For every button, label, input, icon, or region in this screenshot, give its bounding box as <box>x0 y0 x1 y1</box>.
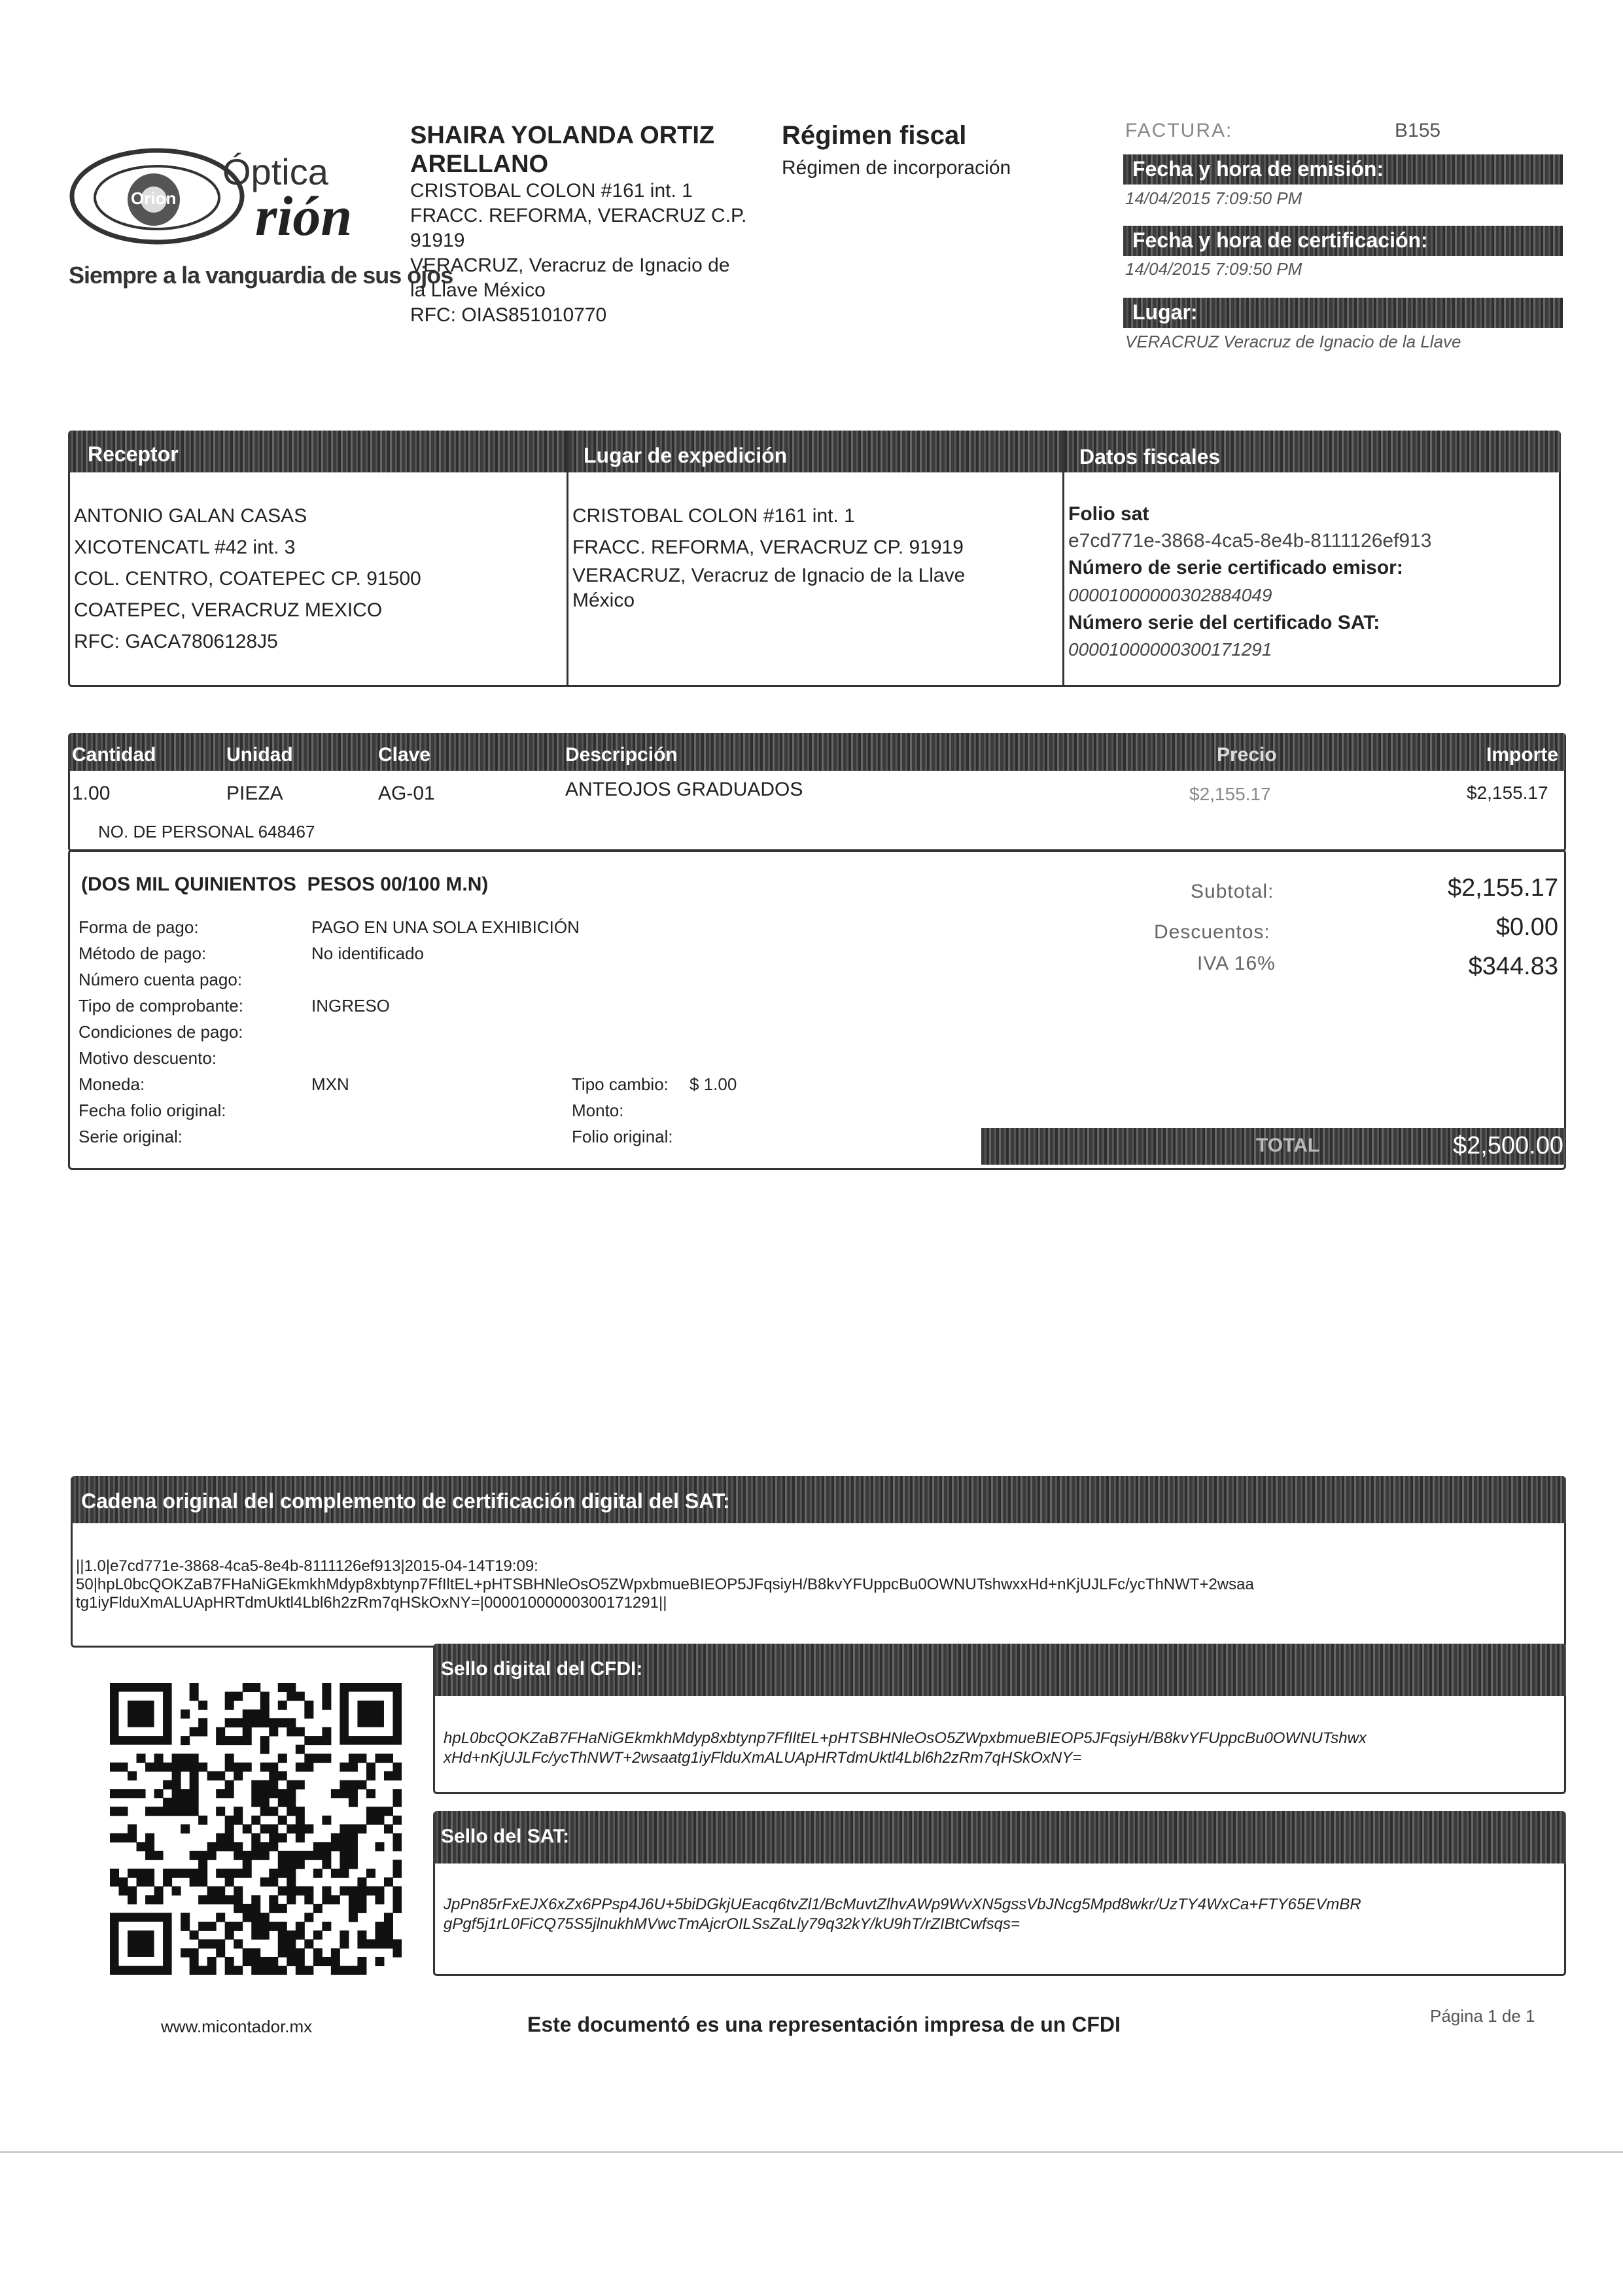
serie-sat-label: Número serie del certificado SAT: <box>1068 612 1380 633</box>
folio-value: e7cd771e-3868-4ca5-8e4b-8111126ef913 <box>1068 530 1432 552</box>
condiciones-pago-label: Condiciones de pago: <box>79 1022 243 1042</box>
certificacion-header <box>1123 226 1563 256</box>
sello-sat-line: gPgf5j1rL0FiCQ75S5jlnukhMVwcTmAjcrOILSsZaLly79q32kY/kU9hT/rZIBtCwfsqs= <box>444 1915 1020 1933</box>
footer-notice: Este documentó es una representación impresa de un CFDI <box>527 2013 1121 2036</box>
receptor-rfc: RFC: GACA7806128J5 <box>74 631 278 652</box>
parties-divider <box>567 431 568 685</box>
issuer-name-line2: ARELLANO <box>410 150 549 178</box>
issuer-name-line1: SHAIRA YOLANDA ORTIZ <box>410 122 715 149</box>
expedicion-address-line: México <box>572 590 635 611</box>
issuer-address-line: 91919 <box>410 230 465 251</box>
expedicion-header: Lugar de expedición <box>584 444 788 467</box>
sello-cfdi-text <box>444 1729 1556 1768</box>
issuer-rfc: RFC: OIAS851010770 <box>410 304 607 326</box>
issuer-address-line: la Llave México <box>410 279 546 301</box>
col-header-importe: Importe <box>1486 744 1559 766</box>
moneda-label: Moneda: <box>79 1074 145 1094</box>
cadena-header: Cadena original del complemento de certificación digital del SAT: <box>81 1489 730 1513</box>
item-descripcion: ANTEOJOS GRADUADOS <box>565 779 803 800</box>
folio-original-label: Folio original: <box>572 1127 673 1146</box>
regimen-value: Régimen de incorporación <box>782 157 1011 179</box>
subtotal-label: Subtotal: <box>1191 881 1274 902</box>
logo-oval-text: Orion <box>131 188 177 208</box>
receptor-address-line: COATEPEC, VERACRUZ MEXICO <box>74 599 383 621</box>
parties-header-bar <box>68 431 1561 472</box>
iva-label: IVA 16% <box>1197 953 1276 974</box>
serie-sat-value: 00001000000300171291 <box>1068 639 1272 660</box>
subtotal-value: $2,155.17 <box>1447 874 1558 902</box>
amount-in-words: (DOS MIL QUINIENTOS PESOS 00/100 M.N) <box>81 874 489 895</box>
serie-emisor-value: 00001000000302884049 <box>1068 585 1272 605</box>
sello-sat-text <box>444 1895 1556 1934</box>
col-header-precio: Precio <box>1217 744 1277 766</box>
logo-brand-bottom: rión <box>255 185 353 247</box>
descuentos-label: Descuentos: <box>1154 921 1270 943</box>
tipo-comprobante-value: INGRESO <box>311 996 390 1016</box>
tipo-comprobante-label: Tipo de comprobante: <box>79 996 243 1016</box>
cadena-text <box>76 1557 1557 1612</box>
item-unidad: PIEZA <box>226 783 283 804</box>
emision-header <box>1123 154 1563 185</box>
qr-code <box>110 1683 402 1975</box>
sello-sat-header-bar <box>433 1811 1566 1863</box>
lugar-header <box>1123 298 1563 328</box>
fecha-folio-label: Fecha folio original: <box>79 1101 226 1120</box>
forma-pago-value: PAGO EN UNA SOLA EXHIBICIÓN <box>311 917 580 937</box>
emision-label: Fecha y hora de emisión: <box>1132 157 1384 181</box>
parties-divider <box>1062 431 1064 685</box>
total-label: TOTAL <box>1256 1135 1320 1156</box>
serie-original-label: Serie original: <box>79 1127 183 1146</box>
iva-value: $344.83 <box>1468 953 1558 980</box>
item-cantidad: 1.00 <box>72 783 111 804</box>
forma-pago-label: Forma de pago: <box>79 917 199 937</box>
lugar-value: VERACRUZ Veracruz de Ignacio de la Llave <box>1125 332 1461 351</box>
expedicion-address-line: FRACC. REFORMA, VERACRUZ CP. 91919 <box>572 537 964 558</box>
item-note: NO. DE PERSONAL 648467 <box>98 822 315 841</box>
sello-cfdi-line: hpL0bcQOKZaB7FHaNiGEkmkhMdyp8xbtynp7FfIltEL+pHTSBHNleOsO5ZWpxbmueBIEOP5JFqsiyH/B8kvYFUppcBu0OWNUTshwx <box>444 1729 1367 1747</box>
cuenta-pago-label: Número cuenta pago: <box>79 970 243 989</box>
sello-cfdi-header-bar <box>433 1644 1566 1696</box>
cadena-line: ||1.0|e7cd771e-3868-4ca5-8e4b-8111126ef913|2015-04-14T19:09: <box>76 1557 538 1575</box>
folio-label: Folio sat <box>1068 503 1149 525</box>
motivo-descuento-label: Motivo descuento: <box>79 1048 217 1068</box>
emision-value: 14/04/2015 7:09:50 PM <box>1125 188 1302 208</box>
tipo-cambio-label: Tipo cambio: <box>572 1074 669 1094</box>
item-importe: $2,155.17 <box>1467 783 1548 803</box>
bottom-edge-line <box>0 2151 1623 2153</box>
expedicion-block <box>572 501 1056 613</box>
regimen-block <box>782 119 1083 179</box>
cadena-line: 50|hpL0bcQOKZaB7FHaNiGEkmkhMdyp8xbtynp7FfIltEL+pHTSBHNleOsO5ZWpxbmueBIEOP5JFqsiyH/B8kvYFUppcBu0OWNUTshwxxHd+nKjUJLFc/ycThNWT+2wsaa <box>76 1576 1254 1593</box>
item-precio: $2,155.17 <box>1189 784 1271 804</box>
serie-emisor-label: Número de serie certificado emisor: <box>1068 557 1403 578</box>
issuer-address-line: FRACC. REFORMA, VERACRUZ C.P. <box>410 205 747 226</box>
descuentos-value: $0.00 <box>1495 913 1558 941</box>
logo-slogan: Siempre a la vanguardia de sus ojos <box>69 262 453 289</box>
factura-value: B155 <box>1395 120 1441 141</box>
receptor-name: ANTONIO GALAN CASAS <box>74 505 307 527</box>
total-value: $2,500.00 <box>1452 1132 1563 1159</box>
issuer-address-line: VERACRUZ, Veracruz de Ignacio de <box>410 255 730 276</box>
sello-sat-header: Sello del SAT: <box>441 1826 570 1847</box>
payment-block <box>79 917 994 1153</box>
receptor-address-line: XICOTENCATL #42 int. 3 <box>74 537 296 558</box>
metodo-pago-label: Método de pago: <box>79 944 207 963</box>
col-header-descripcion: Descripción <box>565 744 678 766</box>
issuer-block <box>410 121 777 328</box>
monto-label: Monto: <box>572 1101 624 1120</box>
logo-brand-top: Óptica <box>222 151 328 192</box>
col-header-unidad: Unidad <box>226 744 293 766</box>
cadena-line: tg1iyFlduXmALUApHRTdmUktl4Lbl6h2zRm7qHSkOxNY=|00001000000300171291|| <box>76 1594 667 1612</box>
moneda-value: MXN <box>311 1074 349 1094</box>
lugar-label: Lugar: <box>1132 300 1198 324</box>
receptor-address-line: COL. CENTRO, COATEPEC CP. 91500 <box>74 568 421 590</box>
metodo-pago-value: No identificado <box>311 944 424 963</box>
col-header-clave: Clave <box>378 744 431 766</box>
sello-cfdi-header: Sello digital del CFDI: <box>441 1658 643 1680</box>
item-clave: AG-01 <box>378 783 435 804</box>
sello-cfdi-line: xHd+nKjUJLFc/ycThNWT+2wsaatg1iyFlduXmALUApHRTdmUktl4Lbl6h2zRm7qHSkOxNY= <box>444 1749 1082 1767</box>
expedicion-address-line: VERACRUZ, Veracruz de Ignacio de la Llave <box>572 565 966 586</box>
certificacion-label: Fecha y hora de certificación: <box>1132 228 1428 252</box>
fiscal-header: Datos fiscales <box>1079 445 1221 468</box>
fiscal-block <box>1068 501 1552 663</box>
issuer-address-line: CRISTOBAL COLON #161 int. 1 <box>410 180 693 202</box>
tipo-cambio-value: $ 1.00 <box>689 1074 737 1094</box>
total-bar <box>981 1128 1566 1165</box>
receptor-block <box>74 501 558 658</box>
factura-label: FACTURA: <box>1125 120 1233 141</box>
regimen-title: Régimen fiscal <box>782 121 967 150</box>
expedicion-address-line: CRISTOBAL COLON #161 int. 1 <box>572 505 855 527</box>
footer-website: www.micontador.mx <box>161 2017 313 2036</box>
cadena-header-bar <box>71 1476 1566 1523</box>
receptor-header: Receptor <box>88 442 179 466</box>
footer-page: Página 1 de 1 <box>1430 2006 1535 2026</box>
certificacion-value: 14/04/2015 7:09:50 PM <box>1125 259 1302 279</box>
col-header-cantidad: Cantidad <box>72 744 156 766</box>
sello-sat-line: JpPn85rFxEJX6xZx6PPsp4J6U+5biDGkjUEacq6tvZl1/BcMuvtZlhvAWp9WvXN5gssVbJNcg5Mpd8wkr/UzTY4WxCa+FTY65EVmBR <box>444 1896 1361 1913</box>
